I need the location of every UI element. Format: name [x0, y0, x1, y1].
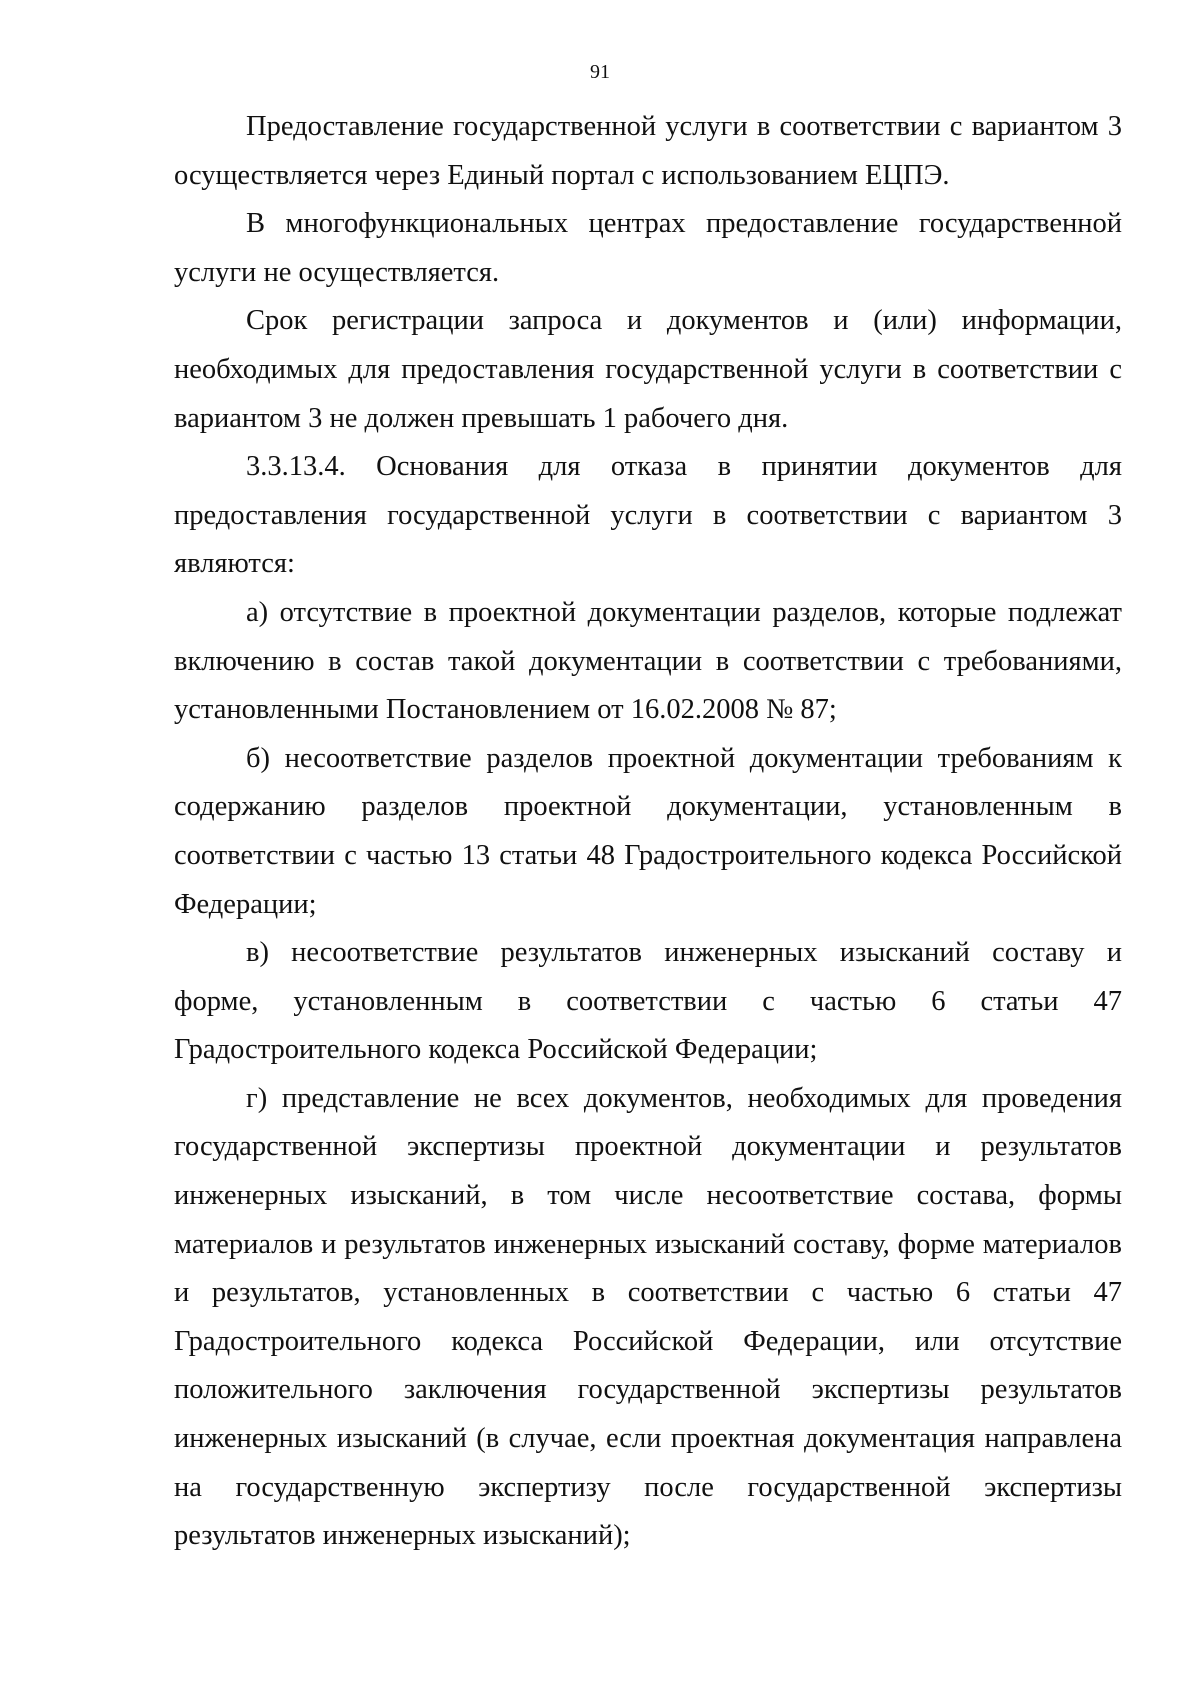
paragraph-registration-deadline: Срок регистрации запроса и документов и (или) информации, необходимых для предоставления государственной услуги в соответствии с вариантом 3 не должен превышать 1 рабочего дня. — [174, 305, 1122, 434]
paragraph-service-via-portal: Предоставление государственной услуги в соответствии с вариантом 3 осуществляется через Единый портал с использованием ЕЦПЭ. — [174, 111, 1122, 191]
page-number: 91 — [590, 61, 610, 83]
document-body — [174, 103, 1122, 1561]
list-item-g: г) представление не всех документов, необходимых для проведения государственной экспертизы проектной документации и результатов инженерных изысканий, в том числе несоответствие состава, формы материалов и результатов инженерных изысканий составу, форме материалов и результатов, установленных в соответствии с частью 6 статьи 47 Градостроительного кодекса Российской Федерации, или отсутствие положительного заключения государственной экспертизы результатов инженерных изысканий (в случае, если проектная документация направлена на государственную экспертизу после государственной экспертизы результатов инженерных изысканий); — [174, 1082, 1122, 1552]
list-item-b: б) несоответствие разделов проектной документации требованиям к содержанию разделов проектной документации, установленным в соответствии с частью 13 статьи 48 Градостроительного кодекса Российской Федерации; — [174, 742, 1122, 920]
list-item-a: а) отсутствие в проектной документации разделов, которые подлежат включению в состав такой документации в соответствии с требованиями, установленными Постановлением от 16.02.2008 № 87; — [174, 596, 1122, 726]
paragraph-mfc-not-provided: В многофункциональных центрах предоставление государственной услуги не осуществляется. — [174, 208, 1122, 288]
paragraph-refusal-grounds-heading: 3.3.13.4. Основания для отказа в принятии документов для предоставления государственной услуги в соответствии с вариантом 3 являются: — [174, 451, 1122, 580]
list-item-v: в) несоответствие результатов инженерных изысканий составу и форме, установленным в соответствии с частью 6 статьи 47 Градостроительного кодекса Российской Федерации; — [174, 937, 1122, 1066]
